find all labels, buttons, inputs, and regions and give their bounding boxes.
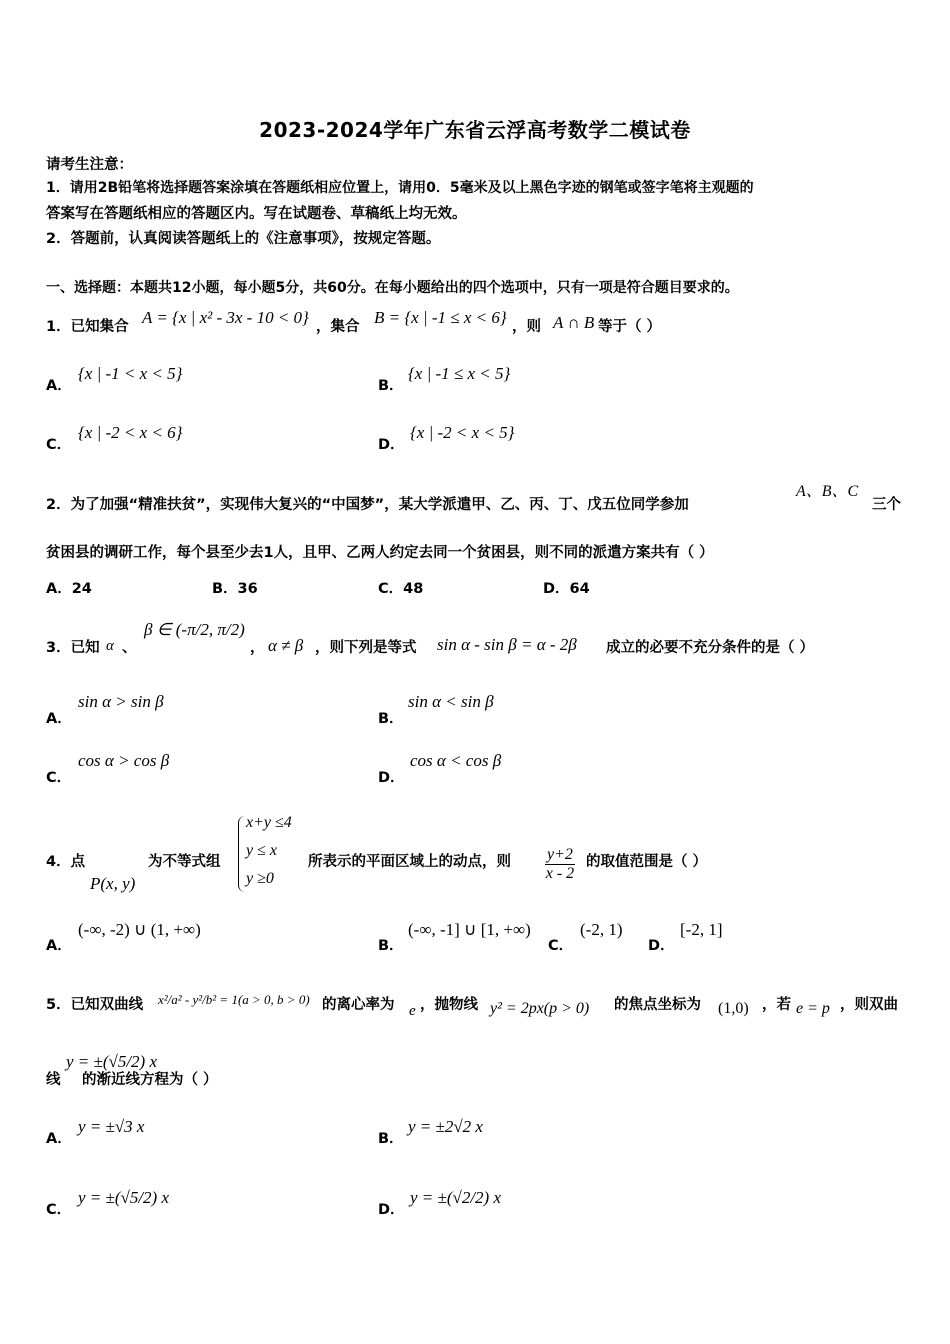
q3-option-b-label: B． — [378, 711, 404, 727]
q3-text-3: 成立的必要不充分条件的是（ ） — [606, 640, 815, 656]
q4-fraction — [545, 846, 575, 883]
q1-option-c: {x | -2 < x < 6} — [78, 423, 183, 442]
q4-fraction-numerator: y+2 — [547, 846, 573, 863]
q4-option-b-label: B． — [378, 938, 404, 954]
q2-option-a: A．24 — [46, 581, 92, 597]
q5-parabola: y² = 2px(p > 0) — [490, 1000, 590, 1017]
q3-option-a-label: A． — [46, 711, 72, 727]
q1-option-b: {x | -1 ≤ x < 5} — [408, 364, 511, 383]
q3-sep: 、 — [122, 640, 137, 656]
q5-option-c: y = ±(√5/2) x — [78, 1188, 170, 1207]
q3-option-c-label: C． — [46, 770, 72, 786]
q4-system-brace — [238, 816, 245, 892]
q1-set-a: A = {x | x² - 3x - 10 < 0} — [142, 308, 309, 327]
q2-text-1: 2．为了加强“精准扶贫”，实现伟大复兴的“中国梦”，某大学派遣甲、乙、丙、丁、戊五位同学参加 — [46, 497, 689, 513]
q3-neq: α ≠ β — [268, 636, 304, 655]
q5-text-1: 5．已知双曲线 — [46, 997, 144, 1013]
q4-option-c: (-2, 1) — [580, 920, 623, 939]
q4-inequality-3: y ≥0 — [246, 870, 274, 887]
q5-option-b: y = ±2√2 x — [408, 1117, 483, 1136]
notice-heading: 请考生注意： — [46, 157, 133, 173]
q5-text-3: ，抛物线 — [420, 997, 478, 1013]
q1-text-3: ，则 — [512, 319, 541, 335]
q1-option-a-label: A． — [46, 378, 72, 394]
q2-option-b: B．36 — [212, 581, 258, 597]
q3-option-d-label: D． — [378, 770, 405, 786]
q5-eccentricity: e — [409, 1003, 416, 1019]
q3-comma: ， — [250, 640, 265, 656]
q4-option-b: (-∞, -1] ∪ [1, +∞) — [408, 920, 531, 939]
q1-text-2: ，集合 — [316, 319, 360, 335]
section-heading: 一、选择题：本题共12小题，每小题5分，共60分。在每小题给出的四个选项中，只有一项是符合题目要求的。 — [46, 280, 739, 296]
q3-text-1: 3．已知 — [46, 640, 100, 656]
q5-text-2: 的离心率为 — [322, 997, 395, 1013]
q1-text-4: 等于（ ） — [598, 319, 662, 335]
notice-line2: 答案写在答题纸相应的答题区内。写在试题卷、草稿纸上均无效。 — [46, 206, 467, 222]
q1-expr: A ∩ B — [553, 313, 595, 332]
q2-option-d: D．64 — [543, 581, 590, 597]
q1-text-1: 1．已知集合 — [46, 319, 129, 335]
q5-hyperbola: x²/a² - y²/b² = 1(a > 0, b > 0) — [158, 992, 310, 1007]
q5-option-d: y = ±(√2/2) x — [410, 1188, 502, 1207]
q3-option-c: cos α > cos β — [78, 751, 170, 770]
notice-line1: 1．请用2B铅笔将选择题答案涂填在答题纸相应位置上，请用0．5毫米及以上黑色字迹的钢笔或签字笔将主观题的 — [46, 180, 754, 196]
q5-option-c-label: C． — [46, 1202, 72, 1218]
q1-option-b-label: B． — [378, 378, 404, 394]
q3-option-b: sin α < sin β — [408, 692, 494, 711]
q5-text-5: ，若 — [762, 997, 791, 1013]
q2-counties: A、B、C — [796, 483, 859, 500]
q4-option-a: (-∞, -2) ∪ (1, +∞) — [78, 920, 201, 939]
q4-point: P(x, y) — [90, 874, 136, 893]
q4-text-4: 的取值范围是（ ） — [586, 854, 708, 870]
q5-option-a: y = ±√3 x — [78, 1117, 145, 1136]
q4-option-c-label: C． — [548, 938, 574, 954]
q4-inequality-2: y ≤ x — [246, 842, 277, 859]
q5-curve-c: y = ±(√5/2) x — [66, 1052, 158, 1071]
q4-option-d-label: D． — [648, 938, 675, 954]
q4-option-a-label: A． — [46, 938, 72, 954]
q5-text-8: 的渐近线方程为（ ） — [82, 1072, 218, 1088]
notice-line3: 2．答题前，认真阅读答题纸上的《注意事项》，按规定答题。 — [46, 231, 441, 247]
q5-option-d-label: D． — [378, 1202, 405, 1218]
q4-text-3: 所表示的平面区域上的动点，则 — [308, 854, 511, 870]
q5-option-a-label: A． — [46, 1131, 72, 1147]
q3-beta-interval: β ∈ (-π/2, π/2) — [144, 620, 245, 639]
q1-option-a: {x | -1 < x < 5} — [78, 364, 183, 383]
q4-text-2: 为不等式组 — [148, 854, 221, 870]
q5-text-6: ，则双曲 — [840, 997, 898, 1013]
q5-text-7: 线 — [46, 1072, 61, 1088]
q5-focus: (1,0) — [718, 1000, 749, 1017]
q4-option-d: [-2, 1] — [680, 920, 723, 939]
q3-text-2: ，则下列是等式 — [315, 640, 417, 656]
q4-text-1: 4．点 — [46, 854, 86, 870]
exam-title: 2023-2024学年广东省云浮高考数学二模试卷 — [259, 118, 691, 142]
q2-option-c: C．48 — [378, 581, 424, 597]
q1-option-d: {x | -2 < x < 5} — [410, 423, 515, 442]
q4-inequality-1: x+y ≤4 — [246, 814, 292, 831]
q5-option-b-label: B． — [378, 1131, 404, 1147]
q5-condition: e = p — [796, 1000, 830, 1017]
q2-text-3: 贫困县的调研工作，每个县至少去1人，且甲、乙两人约定去同一个贫困县，则不同的派遣方案共有（ ） — [46, 545, 714, 561]
q1-set-b: B = {x | -1 ≤ x < 6} — [374, 308, 507, 327]
q4-fraction-denominator: x - 2 — [545, 865, 575, 882]
q3-option-a: sin α > sin β — [78, 692, 164, 711]
q2-text-2: 三个 — [872, 497, 901, 513]
q3-option-d: cos α < cos β — [410, 751, 502, 770]
q1-option-c-label: C． — [46, 437, 72, 453]
q3-equation: sin α - sin β = α - 2β — [437, 635, 577, 654]
q5-text-4: 的焦点坐标为 — [614, 997, 701, 1013]
q3-alpha: α — [106, 638, 114, 654]
q1-option-d-label: D． — [378, 437, 405, 453]
